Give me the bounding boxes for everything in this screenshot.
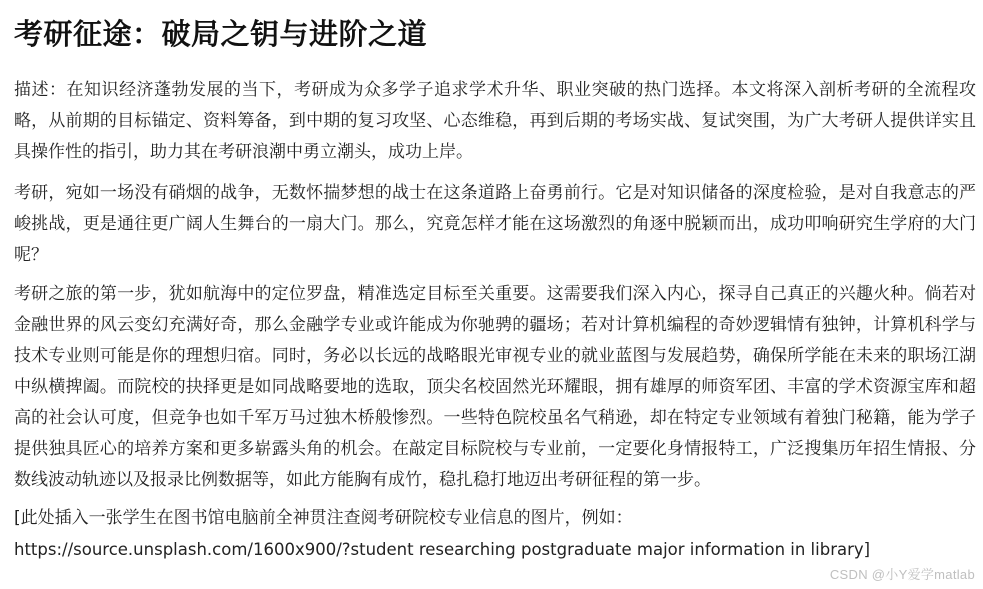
article-title: 考研征途：破局之钥与进阶之道 (14, 17, 428, 51)
image-placeholder-note (14, 503, 976, 566)
first-step-paragraph: 考研之旅的第一步，犹如航海中的定位罗盘，精准选定目标至关重要。这需要我们深入内心，探寻自己真正的兴趣火种。倘若对金融世界的风云变幻充满好奇，那么金融学专业或许能成为你驰骋的疆场；若对计算机编程的奇妙逻辑情有独钟，计算机科学与技术专业则可能是你的理想归宿。同时，务必以长远的战略眼光审视专业的就业蓝图与发展趋势，确保所学能在未来的职场江湖中纵横捭阖。而院校的抉择更是如同战略要地的选取，顶尖名校固然光环耀眼，拥有雄厚的师资军团、丰富的学术资源宝库和超高的社会认可度，但竞争也如千军万马过独木桥般惨烈。一些特色院校虽名气稍逊，却在特定专业领域有着独门秘籍，能为学子提供独具匠心的培养方案和更多崭露头角的机会。在敲定目标院校与专业前，一定要化身情报特工，广泛搜集历年招生情报、分数线波动轨迹以及报录比例数据等，如此方能胸有成竹，稳扎稳打地迈出考研征程的第一步。 (14, 284, 976, 490)
description-paragraph: 描述：在知识经济蓬勃发展的当下，考研成为众多学子追求学术升华、职业突破的热门选择。本文将深入剖析考研的全流程攻略，从前期的目标锚定、资料筹备，到中期的复习攻坚、心态维稳，再到后期的考场实战、复试突围，为广大考研人提供详实且具操作性的指引，助力其在考研浪潮中勇立潮头，成功上岸。 (14, 80, 976, 162)
csdn-watermark: CSDN @小Y爱学matlab (829, 567, 975, 582)
image-placeholder-url: https://source.unsplash.com/1600x900/?student researching postgraduate major information in library] (14, 540, 871, 559)
article (14, 0, 976, 566)
intro-paragraph: 考研，宛如一场没有硝烟的战争，无数怀揣梦想的战士在这条道路上奋勇前行。它是对知识储备的深度检验，是对自我意志的严峻挑战，更是通往更广阔人生舞台的一扇大门。那么，究竟怎样才能在这场激烈的角逐中脱颖而出，成功叩响研究生学府的大门呢？ (14, 183, 976, 265)
image-placeholder-text: [此处插入一张学生在图书馆电脑前全神贯注查阅考研院校专业信息的图片，例如： (14, 508, 633, 528)
